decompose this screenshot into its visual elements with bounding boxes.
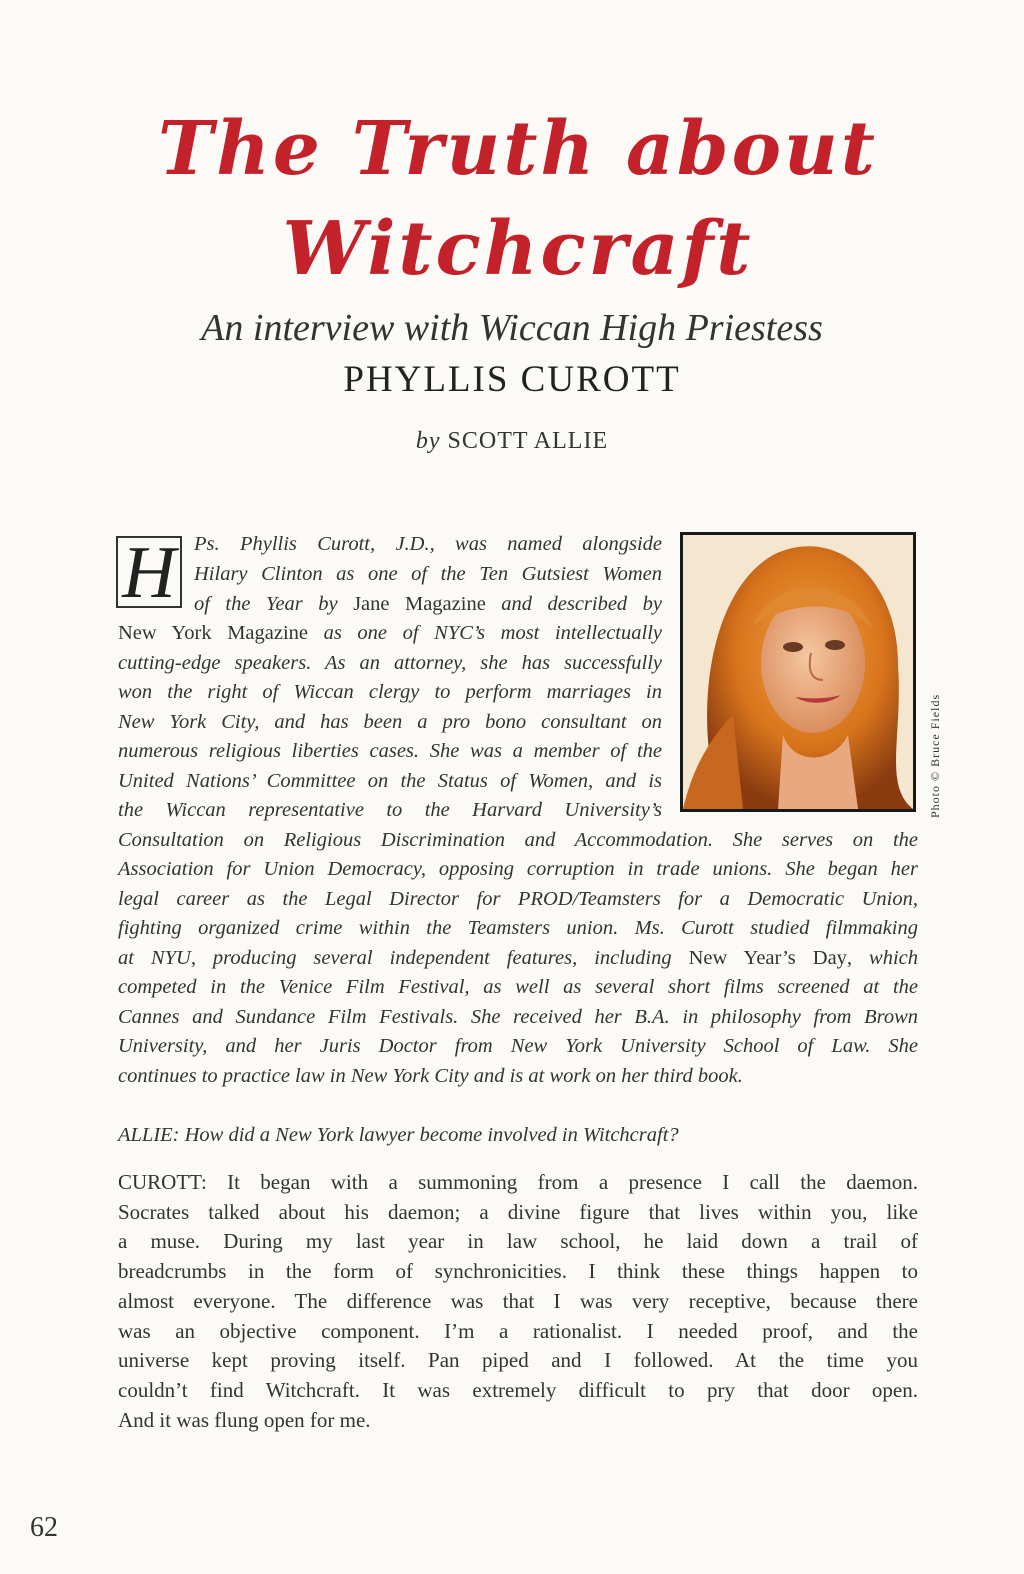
- intro-line: cutting-edge speakers. As an attorney, she has successfully: [118, 652, 662, 674]
- intro-line: won the right of Wiccan clergy to perform marriages in: [118, 681, 662, 703]
- byline: [0, 428, 1024, 455]
- article-title-line-1: The Truth about: [158, 106, 878, 192]
- answer-line: CUROTT: It began with a summoning from a presence I call the daemon.: [118, 1170, 918, 1194]
- drop-cap-letter: H: [122, 532, 176, 614]
- intro-line: competed in the Venice Film Festival, as well as several short films screened at the: [118, 976, 918, 998]
- answer-line: breadcrumbs in the form of synchronicities. I think these things happen to: [118, 1259, 918, 1284]
- answer-line: Socrates talked about his daemon; a divine figure that lives within you, like: [118, 1199, 918, 1224]
- intro-text: and described by: [485, 593, 663, 615]
- intro-line: Association for Union Democracy, opposing corruption in trade unions. She began her: [118, 858, 918, 880]
- answer-line: And it was flung open for me.: [118, 1407, 371, 1432]
- photo-credit: Photo © Bruce Fields: [928, 693, 942, 818]
- intro-line: [194, 590, 662, 620]
- intro-text: at NYU, producing several independent features, including: [118, 947, 689, 969]
- interview-answer: [118, 1168, 918, 1435]
- intro-text: as one of NYC’s most intellectually: [308, 622, 662, 644]
- page-number: 62: [30, 1512, 58, 1543]
- answer-line: universe kept proving itself. Pan piped and I followed. At the time you: [118, 1348, 918, 1373]
- magazine-title: Jane Magazine: [353, 593, 486, 615]
- intro-text: , which: [846, 947, 919, 969]
- intro-line: [118, 619, 662, 649]
- portrait-photo: [680, 532, 916, 812]
- intro-line: [118, 944, 918, 974]
- intro-line: Cannes and Sundance Film Festivals. She received her B.A. in philosophy from Brown: [118, 1006, 918, 1028]
- magazine-title: New York Magazine: [118, 622, 309, 644]
- intro-text: of the Year by: [194, 593, 354, 615]
- interview-question: ALLIE: How did a New York lawyer become involved in Witchcraft?: [118, 1124, 679, 1146]
- intro-line: the Wiccan representative to the Harvard University’s: [118, 799, 662, 821]
- drop-cap: [116, 532, 182, 614]
- answer-line: a muse. During my last year in law school, he laid down a trail of: [118, 1229, 918, 1254]
- answer-line: was an objective component. I’m a rationalist. I needed proof, and the: [118, 1318, 918, 1343]
- article-subtitle: An interview with Wiccan High Priestess: [201, 307, 823, 349]
- intro-line: Ps. Phyllis Curott, J.D., was named alongside: [194, 533, 662, 555]
- author-name: SCOTT ALLIE: [447, 428, 609, 454]
- answer-line: couldn’t find Witchcraft. It was extremely difficult to pry that door open.: [118, 1377, 918, 1402]
- intro-line: Hilary Clinton as one of the Ten Gutsiest Women: [194, 563, 662, 585]
- intro-line: New York City, and has been a pro bono consultant on: [118, 711, 662, 733]
- answer-line: almost everyone. The difference was that I was very receptive, because there: [118, 1288, 918, 1313]
- byline-prefix: by: [415, 428, 441, 454]
- intro-line: University, and her Juris Doctor from New York University School of Law. She: [118, 1035, 918, 1057]
- intro-line: continues to practice law in New York City and is at work on her third book.: [118, 1065, 743, 1087]
- article-title-line-2: Witchcraft: [282, 206, 754, 292]
- film-title: New Year’s Day: [688, 947, 847, 969]
- interviewee-name: PHYLLIS CUROTT: [343, 359, 681, 400]
- intro-line: United Nations’ Committee on the Status of Women, and is: [118, 770, 662, 792]
- intro-line: Consultation on Religious Discrimination and Accommodation. She serves on the: [118, 829, 918, 851]
- intro-line: numerous religious liberties cases. She was a member of the: [118, 740, 662, 762]
- intro-line: legal career as the Legal Director for PROD/Teamsters for a Democratic Union,: [118, 888, 918, 910]
- intro-line: fighting organized crime within the Teamsters union. Ms. Curott studied filmmaking: [118, 917, 918, 939]
